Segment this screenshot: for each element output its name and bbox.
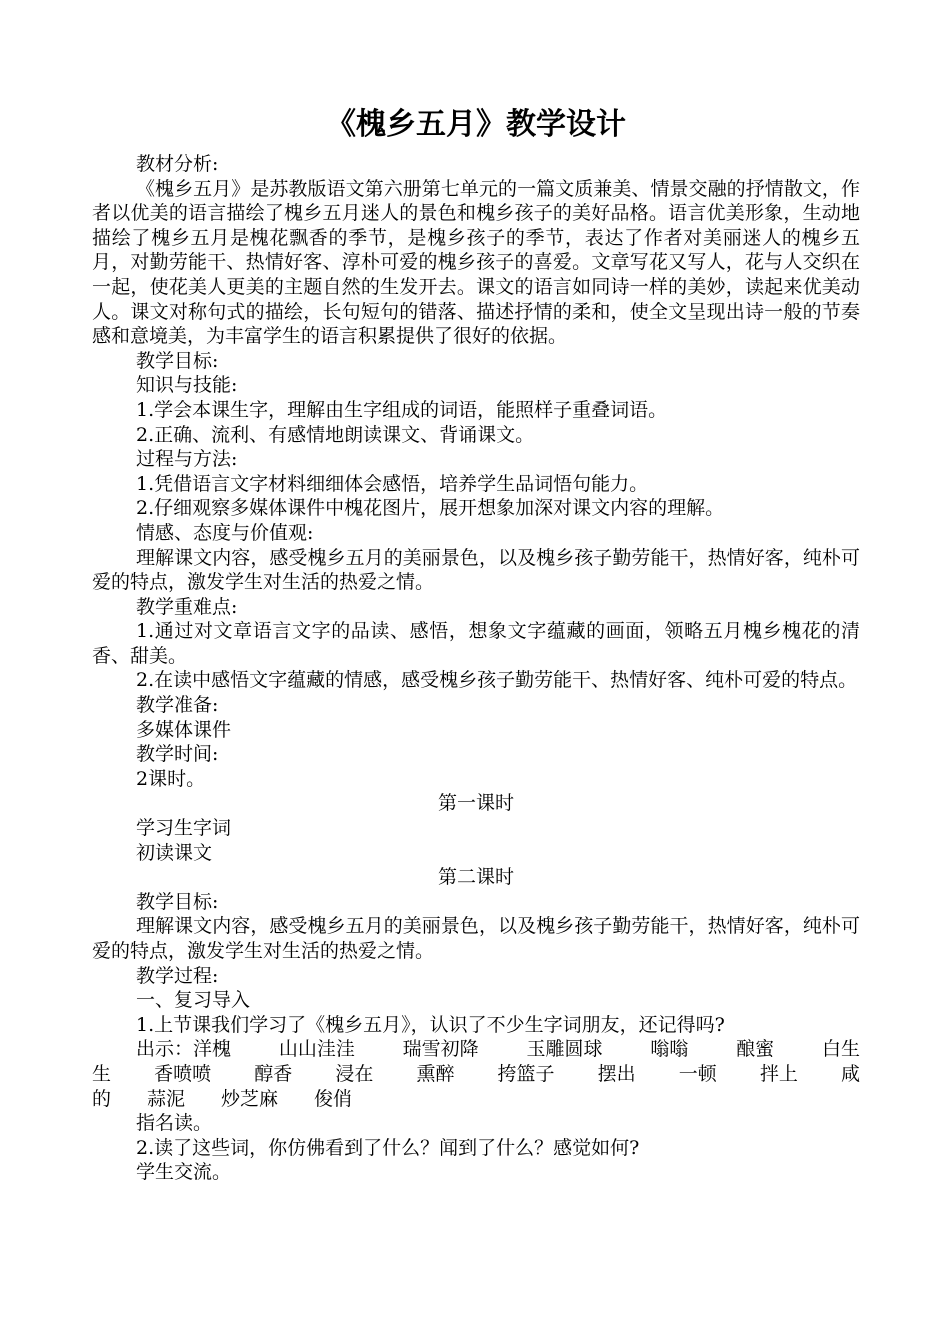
lesson2-goals-heading: 教学目标: [136, 890, 219, 913]
lesson2-process-heading: 教学过程: [136, 964, 219, 987]
vocab-word: 玉雕圆球 [526, 1038, 603, 1061]
emotion-body: 理解课文内容，感受槐乡五月的美丽景色，以及槐乡孩子勤劳能干，热情好客，纯朴可爱的特点，激发学生对生活的热爱之情。 [92, 546, 860, 594]
knowledge-heading: 知识与技能: [136, 374, 238, 397]
vocab-row [92, 1062, 860, 1087]
vocab-word: 咸 [840, 1062, 860, 1085]
prep-heading: 教学准备: [136, 694, 219, 717]
review-read: 指名读。 [136, 1112, 213, 1135]
time-body: 2课时。 [136, 767, 206, 790]
prep-body: 多媒体课件 [136, 718, 232, 741]
vocab-word: 蒜泥 [147, 1087, 186, 1110]
lesson1-heading: 第一课时 [437, 792, 514, 815]
page-title: 《槐乡五月》教学设计 [326, 107, 626, 142]
review-item-1: 1.上节课我们学习了《槐乡五月》，认识了不少生字词朋友，还记得吗? [136, 1013, 725, 1036]
vocab-word: 一顿 [678, 1062, 717, 1085]
material-body: 《槐乡五月》是苏教版语文第六册第七单元的一篇文质兼美、情景交融的抒情散文，作者以优美的语言描绘了槐乡五月迷人的景色和槐乡孩子的美好品格。语言优美形象，生动地描绘了槐乡五月是槐花飘香的季节，是槐乡孩子的季节，表达了作者对美丽迷人的槐乡五月，对勤劳能干、热情好客、淳朴可爱的槐乡孩子的喜爱。文章写花又写人，花与人交织在一起，使花美人更美的主题自然的生发开去。课文的语言如同诗一样的美妙，读起来优美动人。课文对称句式的描绘，长句短句的错落、描述抒情的柔和，使全文呈现出诗一般的节奏感和意境美，为丰富学生的语言积累提供了很好的依据。 [92, 177, 860, 348]
vocab-word: 香喷喷 [154, 1062, 212, 1085]
emotion-heading: 情感、态度与价值观: [136, 521, 314, 544]
process-item-1: 1.凭借语言文字材料细细体会感悟，培养学生品词悟句能力。 [136, 472, 649, 495]
vocab-word: 山山洼洼 [278, 1038, 355, 1061]
time-heading: 教学时间: [136, 743, 219, 766]
vocab-word: 炒芝麻 [221, 1087, 279, 1110]
vocab-word: 挎篮子 [497, 1062, 555, 1085]
vocab-word: 摆出 [597, 1062, 636, 1085]
review-heading: 一、复习导入 [136, 989, 251, 1012]
vocab-word: 的 [92, 1087, 112, 1110]
material-heading: 教材分析: [136, 153, 219, 175]
vocab-row [92, 1087, 860, 1112]
process-item-2: 2.仔细观察多媒体课件中槐花图片，展开想象加深对课文内容的理解。 [136, 497, 725, 520]
vocab-word: 出示：洋槐 [136, 1038, 232, 1061]
vocab-row [92, 1037, 860, 1062]
vocab-word: 酿蜜 [736, 1038, 775, 1061]
vocab-list [92, 1037, 860, 1111]
review-exchange: 学生交流。 [136, 1161, 232, 1184]
goals-heading: 教学目标: [136, 349, 219, 372]
vocab-word: 浸在 [335, 1062, 374, 1085]
lesson2-heading: 第二课时 [437, 866, 514, 889]
knowledge-item-1: 1.学会本课生字，理解由生字组成的词语，能照样子重叠词语。 [136, 398, 668, 421]
lesson1-item-1: 学习生字词 [136, 817, 232, 840]
vocab-word: 瑞雪初降 [402, 1038, 479, 1061]
vocab-word: 俊俏 [314, 1087, 353, 1110]
vocab-word: 白生 [821, 1038, 860, 1061]
vocab-word: 拌上 [759, 1062, 798, 1085]
lesson1-item-2: 初读课文 [136, 841, 213, 864]
knowledge-item-2: 2.正确、流利、有感情地朗读课文、背诵课文。 [136, 423, 535, 446]
review-item-2: 2.读了这些词，你仿佛看到了什么？闻到了什么？感觉如何? [136, 1136, 640, 1159]
lesson2-goals-body: 理解课文内容，感受槐乡五月的美丽景色，以及槐乡孩子勤劳能干，热情好客，纯朴可爱的特点，激发学生对生活的热爱之情。 [92, 915, 860, 962]
keypoints-item-2: 2.在读中感悟文字蕴藏的情感，感受槐乡孩子勤劳能干、热情好客、纯朴可爱的特点。 [136, 669, 858, 692]
vocab-word: 嗡嗡 [650, 1038, 689, 1061]
vocab-word: 醇香 [254, 1062, 293, 1085]
vocab-word: 熏醉 [416, 1062, 455, 1085]
process-heading: 过程与方法: [136, 448, 238, 471]
keypoints-item-1: 1.通过对文章语言文字的品读、感悟，想象文字蕴藏的画面，领略五月槐乡槐花的清香、甜美。 [92, 620, 860, 667]
document-page [92, 100, 860, 1185]
vocab-word: 生 [92, 1062, 112, 1085]
keypoints-heading: 教学重难点: [136, 595, 238, 618]
